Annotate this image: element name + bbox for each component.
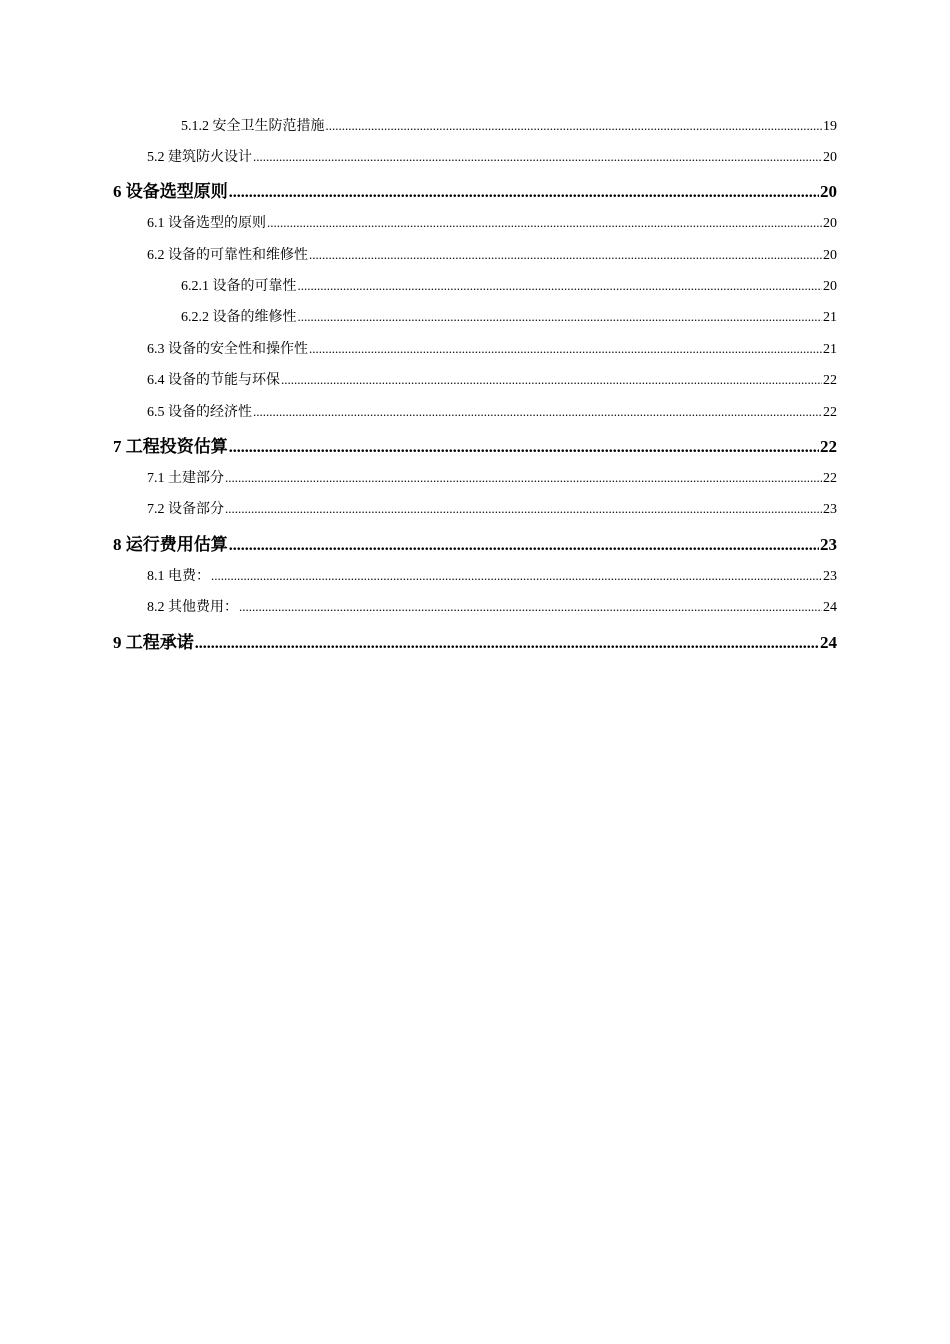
toc-leader-dots: [281, 372, 822, 388]
toc-entry[interactable]: [113, 177, 837, 202]
toc-entry-page: 24: [820, 633, 837, 652]
toc-entry[interactable]: [147, 467, 837, 487]
toc-entry-label: 5.1.2 安全卫生防范措施: [181, 119, 325, 134]
toc-entry-label: 8 运行费用估算: [113, 535, 228, 554]
toc-leader-dots: [309, 341, 822, 357]
toc-entry-page: 23: [823, 502, 837, 517]
toc-entry-page: 20: [823, 216, 837, 231]
toc-leader-dots: [298, 278, 823, 294]
toc-entry-page: 22: [823, 373, 837, 388]
toc-entry-page: 20: [823, 279, 837, 294]
toc-entry[interactable]: [147, 146, 837, 166]
toc-entry-label: 8.2 其他费用：: [147, 600, 238, 615]
toc-entry-label: 8.1 电费：: [147, 569, 210, 584]
toc-entry[interactable]: [113, 628, 837, 653]
toc-entry-page: 23: [823, 569, 837, 584]
toc-entry-label: 6.1 设备选型的原则: [147, 216, 266, 231]
toc-entry-label: 9 工程承诺: [113, 633, 194, 652]
toc-leader-dots: [239, 599, 822, 615]
toc-entry-page: 19: [823, 119, 837, 134]
toc-entry[interactable]: [147, 338, 837, 358]
toc-leader-dots: [225, 501, 822, 517]
toc-entry-label: 6.4 设备的节能与环保: [147, 373, 280, 388]
toc-entry[interactable]: [147, 212, 837, 232]
toc-entry[interactable]: [147, 369, 837, 389]
toc-entry-page: 24: [823, 600, 837, 615]
toc-entry-page: 21: [823, 342, 837, 357]
toc-entry-label: 5.2 建筑防火设计: [147, 150, 252, 165]
toc-entry[interactable]: [113, 432, 837, 457]
toc-entry-label: 6.2.2 设备的维修性: [181, 310, 297, 325]
toc-entry[interactable]: [181, 306, 837, 326]
toc-entry-page: 23: [820, 535, 837, 554]
toc-entry[interactable]: [147, 498, 837, 518]
toc-leader-dots: [326, 118, 823, 134]
toc-entry[interactable]: [147, 565, 837, 585]
toc-entry-label: 6.2 设备的可靠性和维修性: [147, 248, 308, 263]
toc-leader-dots: [229, 439, 819, 457]
toc-leader-dots: [309, 247, 822, 263]
toc-entry-page: 22: [823, 405, 837, 420]
toc-leader-dots: [225, 470, 822, 486]
toc-entry-label: 7 工程投资估算: [113, 437, 228, 456]
toc-entry-label: 6 设备选型原则: [113, 182, 228, 201]
toc-entry[interactable]: [147, 596, 837, 616]
toc-entry-page: 22: [823, 471, 837, 486]
toc-entry[interactable]: [113, 530, 837, 555]
toc-entry[interactable]: [181, 115, 837, 135]
toc-leader-dots: [253, 149, 822, 165]
toc-entry-page: 21: [823, 310, 837, 325]
toc-entry-label: 6.3 设备的安全性和操作性: [147, 342, 308, 357]
toc-entry[interactable]: [147, 401, 837, 421]
toc-entry-label: 6.2.1 设备的可靠性: [181, 279, 297, 294]
toc-leader-dots: [229, 184, 819, 202]
toc-entry-page: 22: [820, 437, 837, 456]
toc-entry-label: 7.2 设备部分: [147, 502, 224, 517]
toc-entry[interactable]: [181, 275, 837, 295]
toc-entry-page: 20: [823, 248, 837, 263]
toc-leader-dots: [195, 635, 819, 653]
toc-leader-dots: [267, 215, 822, 231]
toc-entry-page: 20: [823, 150, 837, 165]
toc-entry-label: 6.5 设备的经济性: [147, 405, 252, 420]
toc-leader-dots: [229, 537, 819, 555]
toc-leader-dots: [211, 568, 822, 584]
toc-entry[interactable]: [147, 244, 837, 264]
toc-leader-dots: [298, 309, 823, 325]
toc-entry-page: 20: [820, 182, 837, 201]
toc-leader-dots: [253, 404, 822, 420]
toc-entry-label: 7.1 土建部分: [147, 471, 224, 486]
